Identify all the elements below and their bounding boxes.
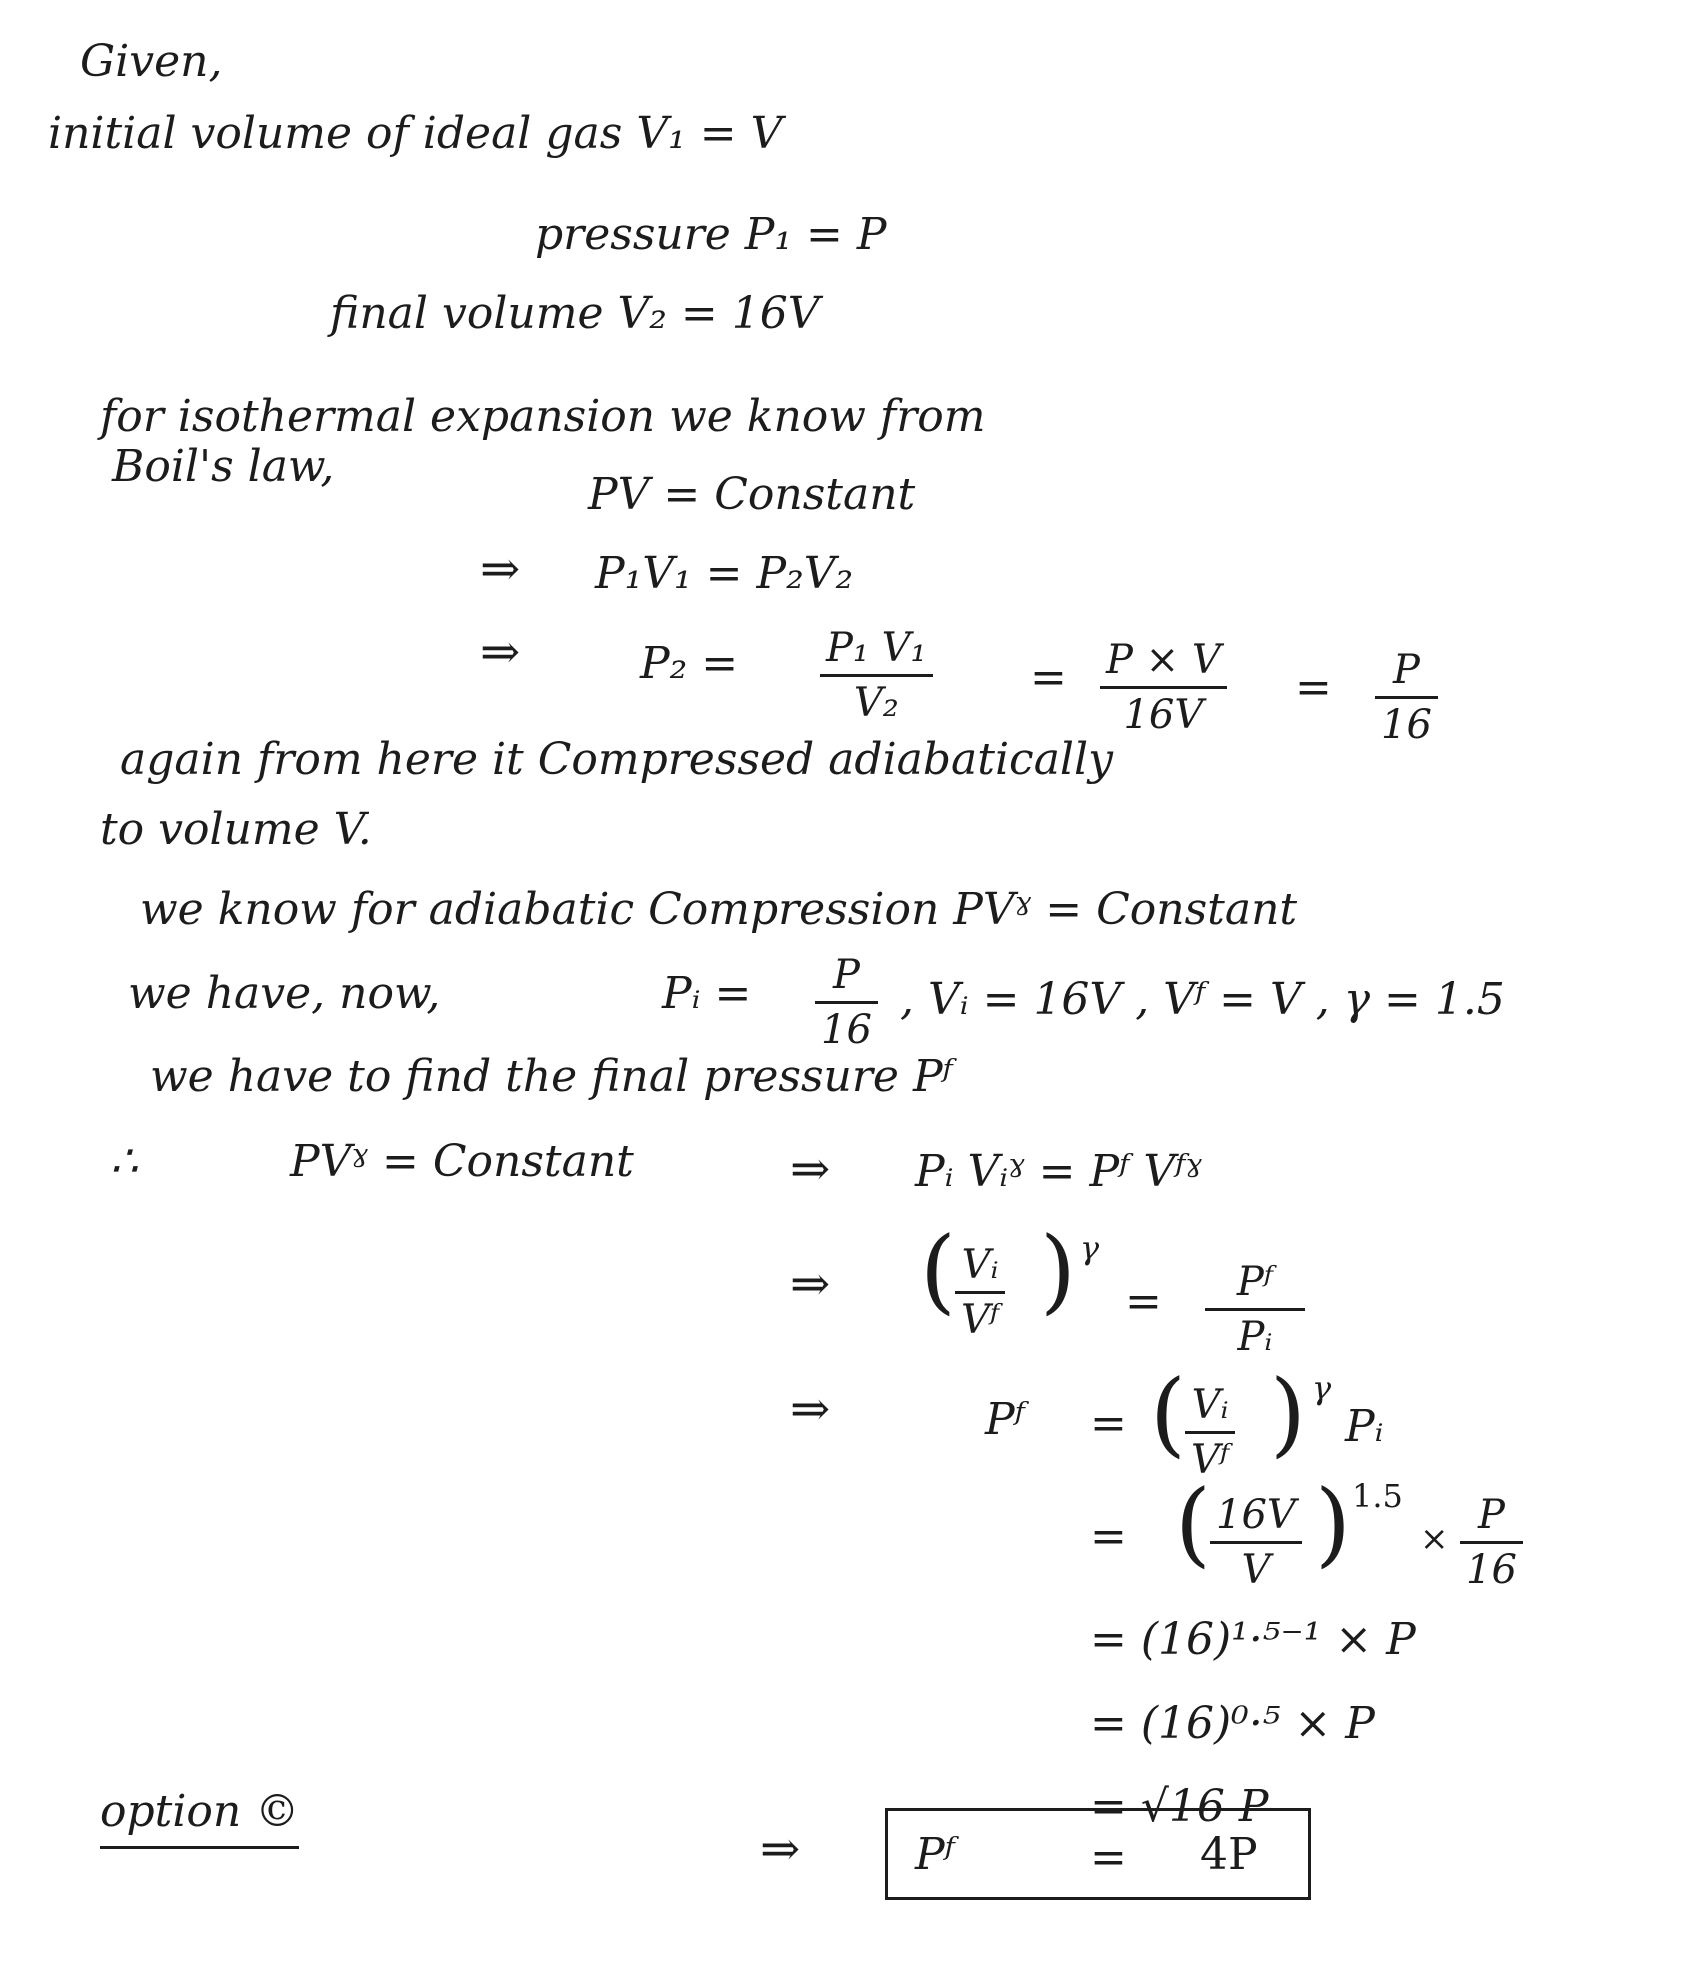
pv-constant: PV = Constant bbox=[588, 469, 916, 520]
fraction-vi-over-vf bbox=[955, 1242, 1005, 1343]
step-2: = (16)¹·⁵⁻¹ × P bbox=[1090, 1614, 1416, 1665]
pi-term: Pᵢ bbox=[1345, 1401, 1384, 1452]
equals-sign: = bbox=[1030, 652, 1067, 703]
therefore-symbol: ∴ bbox=[110, 1136, 138, 1187]
left-paren: ( bbox=[1150, 1360, 1186, 1467]
right-paren: ) bbox=[1315, 1470, 1351, 1577]
find-final-line: we have to find the final pressure Pᶠ bbox=[150, 1051, 953, 1102]
fraction-denominator: Vᶠ bbox=[961, 1297, 1000, 1343]
fraction-numerator: P bbox=[815, 955, 878, 1004]
fraction-denominator: 16V bbox=[1123, 692, 1204, 738]
fraction-denominator: 16 bbox=[1466, 1547, 1517, 1593]
fraction-p-over-16-initial bbox=[815, 952, 878, 1053]
implies-arrow-1: ⇒ bbox=[480, 541, 521, 597]
fraction-denominator: Pᵢ bbox=[1237, 1314, 1273, 1360]
fraction-numerator: P₁ V₁ bbox=[820, 628, 933, 677]
fraction-numerator: P bbox=[1460, 1495, 1523, 1544]
gamma-exponent: γ bbox=[1312, 1369, 1332, 1407]
equals-sign: = bbox=[1125, 1276, 1162, 1327]
fraction-numerator: Pᶠ bbox=[1205, 1262, 1305, 1311]
adiabatic-known-line: we know for adiabatic Compression PVˠ = Constant bbox=[140, 884, 1298, 935]
fraction-denominator: 16 bbox=[1381, 702, 1432, 748]
given-values: , Vᵢ = 16V , Vᶠ = V , γ = 1.5 bbox=[900, 974, 1505, 1025]
fraction-16v-over-v bbox=[1210, 1492, 1302, 1593]
fraction-denominator: V₂ bbox=[853, 680, 899, 726]
step-4: = √16 P bbox=[1090, 1781, 1269, 1832]
equals-sign: = bbox=[1090, 1398, 1127, 1449]
option-label: option © bbox=[100, 1790, 299, 1849]
isothermal-line-1: for isothermal expansion we know from bbox=[100, 391, 986, 442]
isothermal-line-2: Boil's law, bbox=[112, 441, 335, 492]
pi-equals: Pᵢ = bbox=[662, 968, 752, 1019]
pf-label: Pᶠ bbox=[985, 1394, 1025, 1445]
fraction-pf-over-pi bbox=[1205, 1259, 1305, 1360]
right-paren: ) bbox=[1040, 1217, 1076, 1324]
fraction-denominator: Vᶠ bbox=[1191, 1437, 1230, 1483]
final-volume-line: final volume V₂ = 16V bbox=[330, 288, 820, 339]
fraction-denominator: V bbox=[1241, 1547, 1271, 1593]
given-label: Given, bbox=[80, 36, 223, 87]
implies-arrow-6: ⇒ bbox=[760, 1821, 801, 1877]
again-line-1: again from here it Compressed adiabatically bbox=[120, 734, 1113, 785]
pressure-line: pressure P₁ = P bbox=[535, 209, 887, 260]
fraction-numerator: 16V bbox=[1210, 1495, 1302, 1544]
right-paren: ) bbox=[1270, 1360, 1306, 1467]
p2-equals: P₂ = bbox=[640, 638, 739, 689]
fraction-vi-over-vf-2 bbox=[1185, 1382, 1235, 1483]
answer-equals: = bbox=[1090, 1832, 1127, 1883]
gamma-exponent: γ bbox=[1080, 1229, 1100, 1267]
have-now-label: we have, now, bbox=[128, 968, 441, 1019]
answer-value: 4P bbox=[1200, 1829, 1258, 1880]
left-paren: ( bbox=[920, 1217, 956, 1324]
pivi-pfvf: Pᵢ Vᵢˠ = Pᶠ Vᶠˠ bbox=[915, 1146, 1202, 1197]
fraction-numerator: P × V bbox=[1100, 640, 1227, 689]
implies-arrow-4: ⇒ bbox=[790, 1256, 831, 1312]
implies-arrow-3: ⇒ bbox=[790, 1141, 831, 1197]
exponent-1-5: 1.5 bbox=[1352, 1477, 1403, 1515]
implies-arrow-5: ⇒ bbox=[790, 1381, 831, 1437]
fraction-p-over-16-step bbox=[1460, 1492, 1523, 1593]
pv-gamma-constant: PVˠ = Constant bbox=[290, 1136, 634, 1187]
equals-sign: = bbox=[1090, 1511, 1127, 1562]
implies-arrow-2: ⇒ bbox=[480, 624, 521, 680]
p1v1-p2v2: P₁V₁ = P₂V₂ bbox=[595, 548, 854, 599]
again-line-2: to volume V. bbox=[100, 804, 372, 855]
fraction-p1v1-over-v2 bbox=[820, 625, 933, 726]
fraction-numerator: Vᵢ bbox=[955, 1245, 1005, 1294]
fraction-numerator: Vᵢ bbox=[1185, 1385, 1235, 1434]
initial-volume-line: initial volume of ideal gas V₁ = V bbox=[48, 108, 783, 159]
fraction-pxv-over-16v bbox=[1100, 637, 1227, 738]
times-sign: × bbox=[1420, 1519, 1449, 1559]
step-3: = (16)⁰·⁵ × P bbox=[1090, 1698, 1375, 1749]
fraction-denominator: 16 bbox=[821, 1007, 872, 1053]
fraction-p-over-16 bbox=[1375, 647, 1438, 748]
answer-pf: Pᶠ bbox=[915, 1829, 955, 1880]
left-paren: ( bbox=[1175, 1470, 1211, 1577]
fraction-numerator: P bbox=[1375, 650, 1438, 699]
equals-sign: = bbox=[1295, 662, 1332, 713]
